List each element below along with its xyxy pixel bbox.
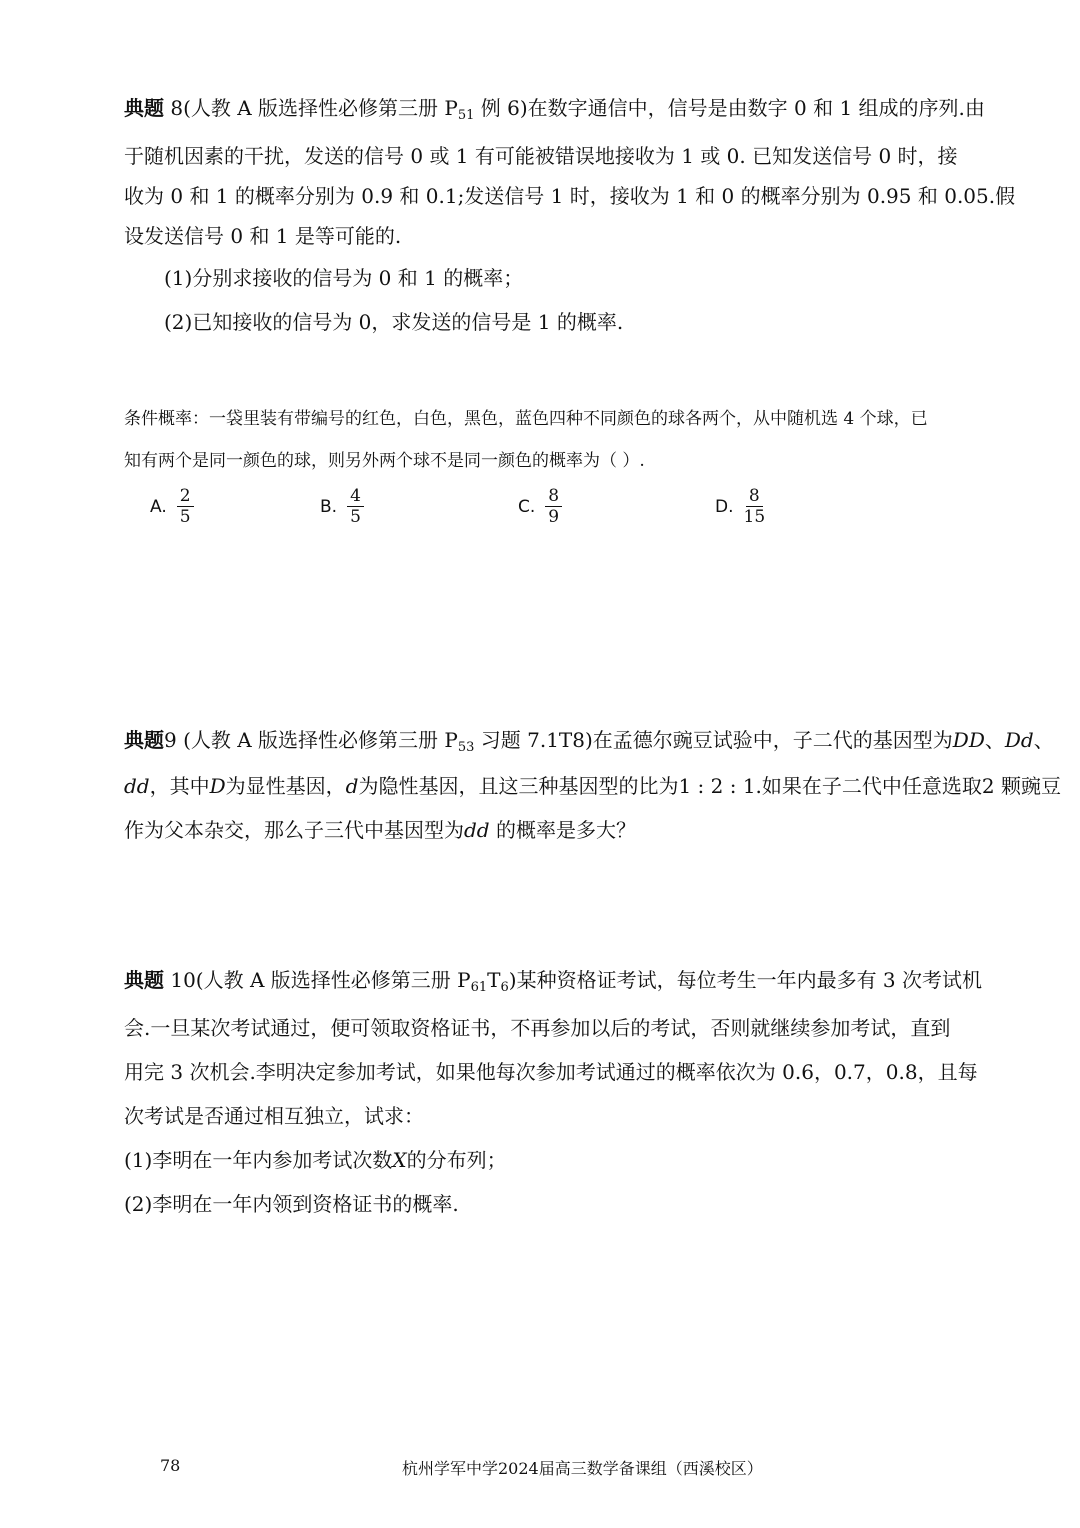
problem-8-part-1: (1)分别求接收的信号为 0 和 1 的概率； xyxy=(164,266,524,290)
problem-10-part-2: (2)李明在一年内领到资格证书的概率. xyxy=(124,1192,459,1216)
fraction: $\frac{8}{9}$ xyxy=(545,486,562,527)
page-number: 78 xyxy=(160,1456,181,1475)
problem-9-heading: 典题9 (人教 A 版选择性必修第三册 $P_{53}$ 习题 7.1T8)在孟德尔豌豆试验中，子二代的基因型为DD、Dd、 xyxy=(124,728,1054,755)
conditional-line-1: 条件概率：一袋里装有带编号的红色，白色，黑色，蓝色四种不同颜色的球各两个，从中随机选 4 个球，已 xyxy=(124,409,928,429)
problem-8-line-3: 收为 0 和 1 的概率分别为 0.9 和 0.1;发送信号 1 时，接收为 1 和 0 的概率分别为 0.95 和 0.05.假 xyxy=(124,184,1016,208)
problem-8 xyxy=(124,92,1054,344)
problem-8-line-4: 设发送信号 0 和 1 是等可能的. xyxy=(124,224,402,248)
footer-school: 杭州学军中学2024届高三数学备课组（西溪校区） xyxy=(402,1459,763,1478)
problem-10-part-1: (1)李明在一年内参加考试次数X的分布列； xyxy=(124,1148,507,1172)
fraction: $\frac{8}{15}$ xyxy=(743,486,766,527)
conditional-line-2: 知有两个是同一颜色的球，则另外两个球不是同一颜色的概率为（ ）. xyxy=(124,451,645,471)
problem-8-heading: 典题 8(人教 A 版选择性必修第三册 $P_{51}$ 例 6)在数字通信中，信号是由数字 0 和 1 组成的序列.由 xyxy=(124,96,985,123)
problem-10-line-3: 用完 3 次机会.李明决定参加考试，如果他每次参加考试通过的概率依次为 0.6，0.7，0.8，且每 xyxy=(124,1060,978,1084)
fraction: $\frac{4}{5}$ xyxy=(347,486,364,527)
problem-8-part-2: (2)已知接收的信号为 0，求发送的信号是 1 的概率. xyxy=(164,310,624,334)
problem-10-heading: 典题 10(人教 A 版选择性必修第三册 $P_{61}T_6$)某种资格证考试，每位考生一年内最多有 3 次考试机 xyxy=(124,968,983,995)
problem-8-line-2: 于随机因素的干扰，发送的信号 0 或 1 有可能被错误地接收为 1 或 0. 已知发送信号 0 时，接 xyxy=(124,144,958,168)
fraction: $\frac{2}{5}$ xyxy=(177,486,194,527)
option-a[interactable]: A. $\frac{2}{5}$ xyxy=(150,486,194,527)
option-d[interactable]: D. $\frac{8}{15}$ xyxy=(715,486,766,527)
problem-9 xyxy=(124,720,1061,852)
answer-options xyxy=(150,486,850,536)
option-b[interactable]: B. $\frac{4}{5}$ xyxy=(320,486,364,527)
problem-10 xyxy=(124,960,1054,1226)
problem-10-line-4: 次考试是否通过相互独立，试求： xyxy=(124,1104,424,1128)
problem-9-line-2: dd，其中D为显性基因，d为隐性基因，且这三种基因型的比为1 : 2 : 1.如果在子二代中任意选取2 颗豌豆 xyxy=(124,774,1061,798)
conditional-probability-problem xyxy=(124,398,1054,482)
problem-10-line-2: 会.一旦某次考试通过，便可领取资格证书，不再参加以后的考试，否则就继续参加考试，直到 xyxy=(124,1016,951,1040)
option-c[interactable]: C. $\frac{8}{9}$ xyxy=(518,486,562,527)
problem-9-line-3: 作为父本杂交，那么子三代中基因型为dd 的概率是多大？ xyxy=(124,818,636,842)
